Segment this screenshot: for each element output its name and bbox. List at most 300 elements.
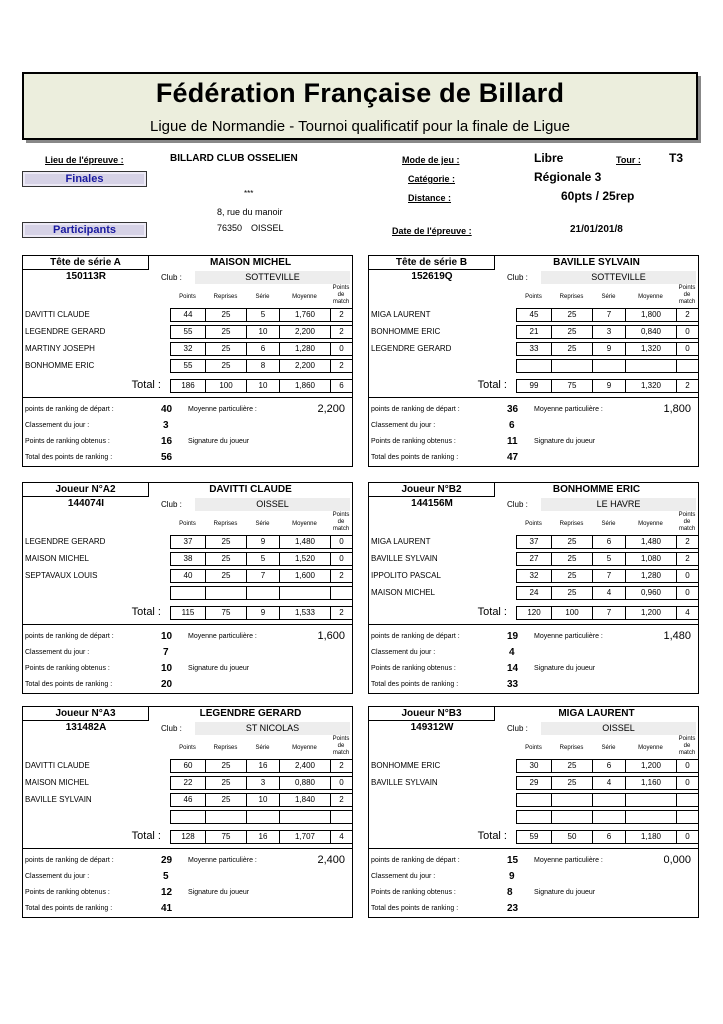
player-panel xyxy=(22,255,353,467)
opponent-name: LEGENDRE GERARD xyxy=(25,537,106,546)
total-ranking-label: Total des points de ranking : xyxy=(371,681,459,688)
match-ser-cell: 7 xyxy=(592,569,626,583)
match-rep-cell xyxy=(551,810,593,824)
depart-value: 36 xyxy=(507,404,519,415)
finales-button[interactable]: Finales xyxy=(22,171,147,187)
opponent-name: MIGA LAURENT xyxy=(371,537,431,546)
match-pts-cell: 37 xyxy=(170,535,206,549)
total-rep-cell: 75 xyxy=(205,830,247,844)
match-moy-cell xyxy=(625,793,677,807)
total-moy-cell: 1,320 xyxy=(625,379,677,393)
moy-part-label: Moyenne particulière : xyxy=(188,633,257,640)
participants-button[interactable]: Participants xyxy=(22,222,147,238)
match-pts-cell: 22 xyxy=(170,776,206,790)
classement-label: Classement du jour : xyxy=(25,873,90,880)
total-label: Total : xyxy=(131,379,161,391)
total-moy-cell: 1,533 xyxy=(279,606,331,620)
match-ser-cell: 7 xyxy=(592,308,626,322)
page-title: Fédération Française de Billard xyxy=(155,78,565,108)
match-row xyxy=(23,759,352,773)
match-pts-cell xyxy=(170,586,206,600)
total-pm-cell: 2 xyxy=(330,606,353,620)
banner-shadow-right xyxy=(698,76,701,142)
total-ser-cell: 10 xyxy=(246,379,280,393)
match-row xyxy=(369,569,698,583)
panel-divider xyxy=(369,848,698,849)
match-ser-cell xyxy=(246,586,280,600)
opponent-name: LEGENDRE GERARD xyxy=(25,327,106,336)
player-panel xyxy=(368,255,699,467)
col-header-moy: Moyenne xyxy=(292,521,317,527)
opponent-name: DAVITTI CLAUDE xyxy=(25,310,90,319)
match-moy-cell: 1,480 xyxy=(279,535,331,549)
match-ser-cell: 3 xyxy=(246,776,280,790)
match-row xyxy=(369,793,698,807)
moy-part-value: 2,200 xyxy=(317,403,345,415)
opponent-name: MARTINY JOSEPH xyxy=(25,344,95,353)
player-name: MAISON MICHEL xyxy=(209,257,292,268)
match-rep-cell: 25 xyxy=(551,569,593,583)
match-pm-cell: 2 xyxy=(330,569,353,583)
match-ser-cell xyxy=(246,810,280,824)
match-pts-cell xyxy=(516,793,552,807)
player-panel xyxy=(368,482,699,694)
match-pm-cell: 0 xyxy=(676,325,699,339)
total-pm-cell: 4 xyxy=(330,830,353,844)
match-row xyxy=(369,810,698,824)
col-header-ser: Série xyxy=(255,745,270,751)
col-header-pts: Points xyxy=(179,745,196,751)
col-header-points-match xyxy=(330,736,352,757)
obtenus-value: 16 xyxy=(161,436,173,447)
match-rep-cell: 25 xyxy=(551,535,593,549)
match-pm-cell: 2 xyxy=(330,759,353,773)
lieu-value: BILLARD CLUB OSSELIEN xyxy=(170,153,298,164)
match-moy-cell: 1,760 xyxy=(279,308,331,322)
match-moy-cell: 1,840 xyxy=(279,793,331,807)
moy-part-value: 1,480 xyxy=(663,630,691,642)
match-pm-cell xyxy=(676,793,699,807)
moy-part-value: 2,400 xyxy=(317,854,345,866)
col-header-pts: Points xyxy=(525,521,542,527)
match-pts-cell: 55 xyxy=(170,359,206,373)
opponent-name: BAVILLE SYLVAIN xyxy=(371,778,438,787)
match-ser-cell: 6 xyxy=(592,759,626,773)
col-header-points-match xyxy=(676,285,698,306)
match-rep-cell: 25 xyxy=(551,342,593,356)
depart-label: points de ranking de départ : xyxy=(25,633,114,640)
match-rep-cell: 25 xyxy=(205,552,247,566)
total-label: Total : xyxy=(477,606,507,618)
match-moy-cell: 1,160 xyxy=(625,776,677,790)
match-row xyxy=(369,535,698,549)
total-pts-cell: 59 xyxy=(516,830,552,844)
total-pm-cell: 4 xyxy=(676,606,699,620)
match-rep-cell: 25 xyxy=(205,759,247,773)
panel-heading: Tête de série B xyxy=(369,256,495,270)
player-panel xyxy=(22,482,353,694)
classement-value: 4 xyxy=(509,647,515,658)
classement-value: 6 xyxy=(509,420,515,431)
col-header-pm-line2: match xyxy=(332,299,350,305)
col-header-rep: Reprises xyxy=(213,294,238,300)
match-pm-cell: 0 xyxy=(330,776,353,790)
match-moy-cell: 1,200 xyxy=(625,759,677,773)
signature-label: Signature du joueur xyxy=(534,438,596,445)
signature-label: Signature du joueur xyxy=(188,665,250,672)
total-row xyxy=(23,379,352,393)
match-rep-cell: 25 xyxy=(551,308,593,322)
obtenus-value: 12 xyxy=(161,887,173,898)
match-rep-cell xyxy=(205,810,247,824)
total-moy-cell: 1,200 xyxy=(625,606,677,620)
match-moy-cell xyxy=(279,586,331,600)
col-header-pm-line1: Points de xyxy=(678,285,696,298)
player-club: LE HAVRE xyxy=(541,498,696,511)
match-pts-cell xyxy=(516,359,552,373)
match-pm-cell: 2 xyxy=(676,535,699,549)
total-ser-cell: 9 xyxy=(592,379,626,393)
match-pm-cell: 2 xyxy=(330,359,353,373)
col-header-pm-line1: Points de xyxy=(678,512,696,525)
col-header-ser: Série xyxy=(601,745,616,751)
total-pm-cell: 6 xyxy=(330,379,353,393)
opponent-name: BONHOMME ERIC xyxy=(371,761,441,770)
total-label: Total : xyxy=(477,830,507,842)
match-ser-cell: 9 xyxy=(592,342,626,356)
lieu-label: Lieu de l'épreuve : xyxy=(45,155,124,165)
match-row xyxy=(23,325,352,339)
player-club: ST NICOLAS xyxy=(195,722,350,735)
col-header-pts: Points xyxy=(179,521,196,527)
club-label: Club : xyxy=(507,500,528,509)
classement-label: Classement du jour : xyxy=(371,649,436,656)
col-header-pm-line2: match xyxy=(332,526,350,532)
obtenus-value: 11 xyxy=(507,436,518,447)
depart-value: 19 xyxy=(507,631,519,642)
total-rep-cell: 50 xyxy=(551,830,593,844)
moy-part-label: Moyenne particulière : xyxy=(534,633,603,640)
total-ranking-label: Total des points de ranking : xyxy=(25,905,113,912)
match-pm-cell: 2 xyxy=(330,325,353,339)
match-pts-cell: 27 xyxy=(516,552,552,566)
match-rep-cell xyxy=(551,793,593,807)
match-moy-cell: 1,280 xyxy=(625,569,677,583)
col-header-pm-line2: match xyxy=(678,526,696,532)
moy-part-value: 1,600 xyxy=(317,630,345,642)
total-moy-cell: 1,180 xyxy=(625,830,677,844)
date-value: 21/01/201/8 xyxy=(570,224,623,235)
match-pm-cell: 2 xyxy=(330,308,353,322)
panel-heading: Joueur N°B3 xyxy=(369,707,495,721)
match-pts-cell: 60 xyxy=(170,759,206,773)
total-ser-cell: 7 xyxy=(592,606,626,620)
match-rep-cell: 25 xyxy=(551,759,593,773)
match-pts-cell: 38 xyxy=(170,552,206,566)
obtenus-value: 10 xyxy=(161,663,173,674)
total-pm-cell: 0 xyxy=(676,830,699,844)
total-label: Total : xyxy=(477,379,507,391)
col-header-pm-line1: Points de xyxy=(332,285,350,298)
total-rep-cell: 100 xyxy=(205,379,247,393)
total-pm-cell: 2 xyxy=(676,379,699,393)
match-pts-cell: 55 xyxy=(170,325,206,339)
date-label: Date de l'épreuve : xyxy=(392,226,472,236)
match-moy-cell: 1,480 xyxy=(625,535,677,549)
match-pm-cell: 2 xyxy=(676,308,699,322)
match-pm-cell: 0 xyxy=(330,552,353,566)
total-ranking-value: 56 xyxy=(161,452,173,463)
match-ser-cell: 10 xyxy=(246,793,280,807)
opponent-name: MIGA LAURENT xyxy=(371,310,431,319)
address-line-1: 8, rue du manoir xyxy=(217,207,283,217)
signature-label: Signature du joueur xyxy=(188,889,250,896)
col-header-rep: Reprises xyxy=(213,745,238,751)
player-panel xyxy=(22,706,353,918)
address-postcode: 76350 xyxy=(217,223,243,233)
match-pm-cell: 0 xyxy=(330,535,353,549)
match-row xyxy=(369,342,698,356)
match-pts-cell: 30 xyxy=(516,759,552,773)
obtenus-label: Points de ranking obtenus : xyxy=(371,438,456,445)
total-ser-cell: 9 xyxy=(246,606,280,620)
match-row xyxy=(23,586,352,600)
player-name: BAVILLE SYLVAIN xyxy=(553,257,640,268)
match-moy-cell: 1,280 xyxy=(279,342,331,356)
player-licence: 152619Q xyxy=(411,271,453,282)
col-header-moy: Moyenne xyxy=(292,745,317,751)
match-ser-cell: 16 xyxy=(246,759,280,773)
match-row xyxy=(369,325,698,339)
match-rep-cell: 25 xyxy=(205,776,247,790)
col-header-pm-line1: Points de xyxy=(332,736,350,749)
match-rep-cell: 25 xyxy=(205,535,247,549)
col-header-ser: Série xyxy=(255,521,270,527)
match-rep-cell: 25 xyxy=(205,325,247,339)
match-pm-cell xyxy=(676,359,699,373)
classement-label: Classement du jour : xyxy=(371,873,436,880)
col-header-pm-line2: match xyxy=(678,750,696,756)
player-name: LEGENDRE GERARD xyxy=(199,708,302,719)
page-subtitle: Ligue de Normandie - Tournoi qualificatif pour la finale de Ligue xyxy=(150,118,570,135)
total-ranking-value: 47 xyxy=(507,452,519,463)
player-licence: 144156M xyxy=(411,498,453,509)
match-row xyxy=(23,308,352,322)
match-ser-cell: 4 xyxy=(592,586,626,600)
match-row xyxy=(23,342,352,356)
total-moy-cell: 1,860 xyxy=(279,379,331,393)
signature-label: Signature du joueur xyxy=(534,889,596,896)
obtenus-label: Points de ranking obtenus : xyxy=(371,665,456,672)
col-header-moy: Moyenne xyxy=(638,521,663,527)
match-moy-cell: 2,200 xyxy=(279,359,331,373)
classement-label: Classement du jour : xyxy=(371,422,436,429)
match-pts-cell: 21 xyxy=(516,325,552,339)
mode-value: Libre xyxy=(534,151,564,165)
moy-part-label: Moyenne particulière : xyxy=(188,406,257,413)
title-banner xyxy=(22,72,698,140)
match-pts-cell xyxy=(516,810,552,824)
total-pts-cell: 99 xyxy=(516,379,552,393)
total-pts-cell: 128 xyxy=(170,830,206,844)
distance-value: 60pts / 25rep xyxy=(561,189,635,203)
match-moy-cell: 0,880 xyxy=(279,776,331,790)
match-ser-cell xyxy=(592,793,626,807)
opponent-name: LEGENDRE GERARD xyxy=(371,344,452,353)
classement-value: 5 xyxy=(163,871,169,882)
categorie-value: Régionale 3 xyxy=(534,170,602,184)
match-pts-cell: 44 xyxy=(170,308,206,322)
col-header-pts: Points xyxy=(525,745,542,751)
total-ranking-value: 33 xyxy=(507,679,519,690)
match-row xyxy=(369,586,698,600)
obtenus-value: 8 xyxy=(507,887,513,898)
panel-divider xyxy=(23,624,352,625)
total-pts-cell: 115 xyxy=(170,606,206,620)
match-ser-cell: 6 xyxy=(246,342,280,356)
classement-value: 3 xyxy=(163,420,169,431)
match-rep-cell: 25 xyxy=(205,569,247,583)
panel-divider xyxy=(23,848,352,849)
player-name: BONHOMME ERIC xyxy=(552,484,641,495)
tour-value: T3 xyxy=(669,151,684,165)
obtenus-value: 14 xyxy=(507,663,519,674)
club-label: Club : xyxy=(161,724,182,733)
col-header-pm-line1: Points de xyxy=(678,736,696,749)
classement-label: Classement du jour : xyxy=(25,422,90,429)
total-ranking-value: 20 xyxy=(161,679,173,690)
player-licence: 150113R xyxy=(65,271,107,282)
match-rep-cell: 25 xyxy=(205,793,247,807)
panel-divider xyxy=(369,397,698,398)
moy-part-label: Moyenne particulière : xyxy=(534,857,603,864)
club-label: Club : xyxy=(161,500,182,509)
total-ranking-label: Total des points de ranking : xyxy=(25,681,113,688)
total-pts-cell: 186 xyxy=(170,379,206,393)
match-rep-cell: 25 xyxy=(551,552,593,566)
depart-label: points de ranking de départ : xyxy=(371,633,460,640)
total-row xyxy=(23,830,352,844)
match-pm-cell: 0 xyxy=(676,776,699,790)
total-row xyxy=(23,606,352,620)
total-rep-cell: 75 xyxy=(205,606,247,620)
opponent-name: BAVILLE SYLVAIN xyxy=(25,795,92,804)
match-rep-cell: 25 xyxy=(551,325,593,339)
classement-label: Classement du jour : xyxy=(25,649,90,656)
match-pm-cell xyxy=(676,810,699,824)
match-moy-cell: 0,960 xyxy=(625,586,677,600)
col-header-rep: Reprises xyxy=(213,521,238,527)
panel-heading: Joueur N°B2 xyxy=(369,483,495,497)
match-moy-cell: 0,840 xyxy=(625,325,677,339)
match-pm-cell xyxy=(330,586,353,600)
obtenus-label: Points de ranking obtenus : xyxy=(25,665,110,672)
match-moy-cell: 2,400 xyxy=(279,759,331,773)
col-header-moy: Moyenne xyxy=(292,294,317,300)
moy-part-value: 1,800 xyxy=(663,403,691,415)
col-header-ser: Série xyxy=(255,294,270,300)
player-panel xyxy=(368,706,699,918)
match-ser-cell: 5 xyxy=(246,308,280,322)
depart-label: points de ranking de départ : xyxy=(371,406,460,413)
panel-heading: Tête de série A xyxy=(23,256,149,270)
mode-label: Mode de jeu : xyxy=(402,155,460,165)
col-header-points-match xyxy=(330,285,352,306)
panel-divider xyxy=(369,624,698,625)
stars-marker: *** xyxy=(244,189,254,198)
opponent-name: MAISON MICHEL xyxy=(25,554,90,563)
signature-label: Signature du joueur xyxy=(534,665,596,672)
distance-label: Distance : xyxy=(408,193,452,203)
opponent-name: MAISON MICHEL xyxy=(371,588,436,597)
moy-part-value: 0,000 xyxy=(663,854,691,866)
match-moy-cell: 2,200 xyxy=(279,325,331,339)
total-moy-cell: 1,707 xyxy=(279,830,331,844)
col-header-pts: Points xyxy=(179,294,196,300)
match-ser-cell: 4 xyxy=(592,776,626,790)
col-header-ser: Série xyxy=(601,521,616,527)
match-row xyxy=(23,776,352,790)
match-moy-cell: 1,520 xyxy=(279,552,331,566)
match-row xyxy=(369,776,698,790)
total-ranking-value: 23 xyxy=(507,903,519,914)
match-ser-cell: 8 xyxy=(246,359,280,373)
match-moy-cell: 1,800 xyxy=(625,308,677,322)
player-club: SOTTEVILLE xyxy=(195,271,350,284)
match-row xyxy=(369,759,698,773)
col-header-rep: Reprises xyxy=(559,294,584,300)
match-pts-cell: 37 xyxy=(516,535,552,549)
col-header-pm-line2: match xyxy=(678,299,696,305)
match-ser-cell: 9 xyxy=(246,535,280,549)
club-label: Club : xyxy=(507,273,528,282)
opponent-name: IPPOLITO PASCAL xyxy=(371,571,441,580)
match-row xyxy=(23,793,352,807)
total-rep-cell: 75 xyxy=(551,379,593,393)
panel-heading: Joueur N°A3 xyxy=(23,707,149,721)
match-pts-cell: 29 xyxy=(516,776,552,790)
match-pts-cell: 24 xyxy=(516,586,552,600)
match-pm-cell: 0 xyxy=(676,342,699,356)
match-ser-cell: 5 xyxy=(592,552,626,566)
match-pts-cell: 46 xyxy=(170,793,206,807)
depart-label: points de ranking de départ : xyxy=(25,857,114,864)
moy-part-label: Moyenne particulière : xyxy=(534,406,603,413)
depart-value: 40 xyxy=(161,404,173,415)
opponent-name: SEPTAVAUX LOUIS xyxy=(25,571,98,580)
player-club: OISSEL xyxy=(541,722,696,735)
match-pm-cell xyxy=(330,810,353,824)
match-row xyxy=(23,359,352,373)
match-row xyxy=(23,535,352,549)
opponent-name: MAISON MICHEL xyxy=(25,778,90,787)
moy-part-label: Moyenne particulière : xyxy=(188,857,257,864)
depart-label: points de ranking de départ : xyxy=(25,406,114,413)
total-label: Total : xyxy=(131,830,161,842)
match-pts-cell: 32 xyxy=(516,569,552,583)
match-row xyxy=(23,810,352,824)
match-row xyxy=(23,552,352,566)
match-ser-cell: 10 xyxy=(246,325,280,339)
player-licence: 149312W xyxy=(410,722,454,733)
match-ser-cell: 5 xyxy=(246,552,280,566)
match-pm-cell: 2 xyxy=(676,552,699,566)
match-ser-cell xyxy=(592,810,626,824)
depart-label: points de ranking de départ : xyxy=(371,857,460,864)
player-club: SOTTEVILLE xyxy=(541,271,696,284)
match-ser-cell: 7 xyxy=(246,569,280,583)
match-rep-cell: 25 xyxy=(551,776,593,790)
